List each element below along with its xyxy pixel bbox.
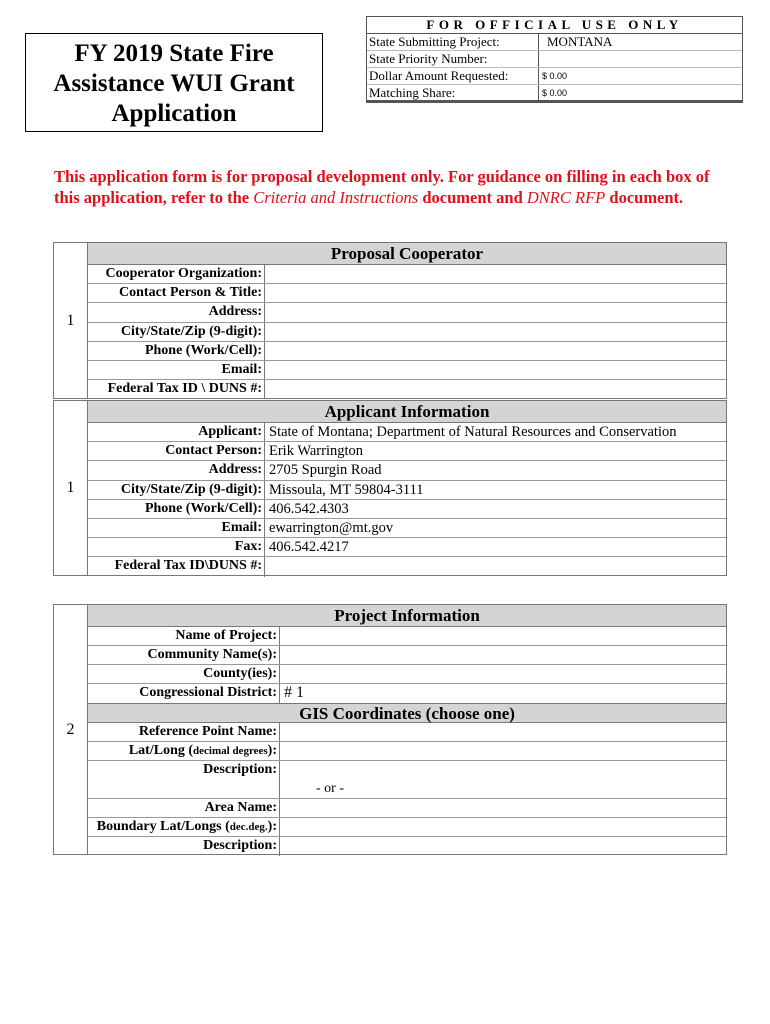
label-text: Boundary Lat/Longs ( bbox=[96, 819, 230, 834]
cooperator-field[interactable] bbox=[265, 284, 726, 302]
gis-label bbox=[88, 742, 280, 760]
cooperator-row bbox=[88, 380, 726, 399]
project-field[interactable]: # 1 bbox=[284, 684, 304, 701]
applicant-row bbox=[88, 538, 726, 557]
state-submitting-field[interactable]: MONTANA bbox=[547, 34, 613, 49]
cooperator-row bbox=[88, 323, 726, 342]
official-row-amount bbox=[367, 68, 742, 85]
project-row bbox=[88, 627, 726, 646]
cooperator-field[interactable] bbox=[265, 342, 726, 360]
gis-field[interactable] bbox=[280, 723, 726, 741]
cooperator-label: Phone (Work/Cell): bbox=[88, 342, 265, 360]
rfp-reference: DNRC RFP bbox=[526, 188, 606, 207]
priority-number-field[interactable] bbox=[539, 51, 742, 67]
gis-row bbox=[88, 723, 726, 742]
area-row bbox=[88, 818, 726, 837]
label-text: Lat/Long ( bbox=[128, 743, 194, 758]
cooperator-field[interactable] bbox=[265, 265, 726, 283]
official-row-match bbox=[367, 85, 742, 102]
cooperator-row bbox=[88, 361, 726, 380]
applicant-row bbox=[88, 519, 726, 538]
area-row bbox=[88, 837, 726, 856]
applicant-field[interactable]: State of Montana; Department of Natural Resources and Conservation bbox=[269, 424, 677, 440]
instructions-part: document and bbox=[418, 188, 527, 207]
applicant-heading: Applicant Information bbox=[88, 401, 726, 423]
applicant-field[interactable]: 406.542.4303 bbox=[269, 500, 349, 517]
dollar-amount-field[interactable]: $ 0.00 bbox=[542, 71, 568, 81]
project-row bbox=[88, 684, 726, 703]
gis-field[interactable] bbox=[280, 742, 726, 760]
applicant-row bbox=[88, 557, 726, 576]
instructions-part: This application form is for proposal development only. For guidance on filling in each box of this application, refer to the bbox=[54, 167, 710, 207]
label-unit: decimal degrees bbox=[193, 745, 268, 757]
official-use-header: FOR OFFICIAL USE ONLY bbox=[367, 17, 742, 34]
cooperator-field[interactable] bbox=[265, 303, 726, 321]
area-label: Description: bbox=[88, 837, 280, 856]
instructions-part: document. bbox=[605, 188, 684, 207]
applicant-row bbox=[88, 442, 726, 461]
empty-label bbox=[88, 780, 280, 798]
area-field[interactable] bbox=[280, 818, 726, 836]
cooperator-row bbox=[88, 284, 726, 303]
cooperator-field[interactable] bbox=[265, 323, 726, 341]
label-text: ): bbox=[267, 743, 277, 758]
gis-heading: GIS Coordinates (choose one) bbox=[88, 703, 726, 723]
project-row bbox=[88, 646, 726, 665]
cooperator-label: Email: bbox=[88, 361, 265, 379]
project-section bbox=[53, 604, 727, 855]
cooperator-heading: Proposal Cooperator bbox=[88, 243, 726, 265]
gis-field[interactable] bbox=[280, 761, 726, 780]
applicant-field[interactable]: ewarrington@mt.gov bbox=[269, 519, 394, 536]
official-label: Dollar Amount Requested: bbox=[367, 68, 539, 84]
applicant-field[interactable] bbox=[265, 557, 726, 576]
form-title bbox=[25, 33, 323, 132]
applicant-row bbox=[88, 461, 726, 480]
applicant-row bbox=[88, 481, 726, 500]
official-label: State Submitting Project: bbox=[367, 34, 539, 50]
project-row bbox=[88, 665, 726, 684]
applicant-label: Phone (Work/Cell): bbox=[88, 500, 265, 518]
matching-share-field[interactable]: $ 0.00 bbox=[542, 88, 568, 98]
cooperator-label: Address: bbox=[88, 303, 265, 321]
gis-row bbox=[88, 742, 726, 761]
gis-label: Reference Point Name: bbox=[88, 723, 280, 741]
cooperator-field[interactable] bbox=[265, 361, 726, 379]
applicant-field[interactable]: 2705 Spurgin Road bbox=[269, 462, 382, 479]
applicant-row bbox=[88, 423, 726, 442]
section-number: 1 bbox=[54, 401, 88, 575]
area-row bbox=[88, 799, 726, 818]
applicant-label: Address: bbox=[88, 461, 265, 479]
cooperator-field[interactable] bbox=[265, 380, 726, 399]
cooperator-row bbox=[88, 265, 726, 284]
applicant-label: Contact Person: bbox=[88, 442, 265, 460]
gis-row bbox=[88, 761, 726, 780]
applicant-row bbox=[88, 500, 726, 519]
gis-label: Description: bbox=[88, 761, 280, 780]
official-label: Matching Share: bbox=[367, 85, 539, 100]
criteria-reference: Criteria and Instructions bbox=[253, 188, 419, 207]
title-line-2: Assistance WUI Grant bbox=[53, 70, 295, 97]
or-row bbox=[88, 780, 726, 799]
official-use-box bbox=[366, 16, 743, 103]
applicant-label: Fax: bbox=[88, 538, 265, 556]
applicant-label: Applicant: bbox=[88, 423, 265, 441]
cooperator-row bbox=[88, 303, 726, 322]
project-field[interactable] bbox=[280, 646, 726, 664]
section-number: 1 bbox=[54, 243, 88, 398]
applicant-label: Email: bbox=[88, 519, 265, 537]
area-field[interactable] bbox=[280, 799, 726, 817]
area-field[interactable] bbox=[280, 837, 726, 856]
project-label: Community Name(s): bbox=[88, 646, 280, 664]
label-unit: dec.deg. bbox=[229, 821, 268, 833]
cooperator-row bbox=[88, 342, 726, 361]
applicant-label: City/State/Zip (9-digit): bbox=[88, 481, 265, 499]
cooperator-label: City/State/Zip (9-digit): bbox=[88, 323, 265, 341]
or-separator: - or - bbox=[316, 781, 344, 796]
project-label: Congressional District: bbox=[88, 684, 280, 703]
project-field[interactable] bbox=[280, 627, 726, 645]
instructions-text bbox=[54, 166, 734, 208]
official-row-priority bbox=[367, 51, 742, 68]
project-label: Name of Project: bbox=[88, 627, 280, 645]
official-row-state bbox=[367, 34, 742, 51]
applicant-field[interactable]: 406.542.4217 bbox=[269, 539, 349, 556]
official-label: State Priority Number: bbox=[367, 51, 539, 67]
project-heading: Project Information bbox=[88, 605, 726, 627]
label-text: ): bbox=[267, 819, 277, 834]
cooperator-label: Federal Tax ID \ DUNS #: bbox=[88, 380, 265, 399]
area-label bbox=[88, 818, 280, 836]
applicant-section bbox=[53, 400, 727, 576]
title-line-1: FY 2019 State Fire bbox=[74, 40, 274, 67]
project-label: County(ies): bbox=[88, 665, 280, 683]
cooperator-label: Cooperator Organization: bbox=[88, 265, 265, 283]
title-line-3: Application bbox=[111, 100, 237, 127]
cooperator-section bbox=[53, 242, 727, 399]
cooperator-label: Contact Person & Title: bbox=[88, 284, 265, 302]
project-field[interactable] bbox=[280, 665, 726, 683]
applicant-label: Federal Tax ID\DUNS #: bbox=[88, 557, 265, 576]
section-number: 2 bbox=[54, 605, 88, 854]
area-label: Area Name: bbox=[88, 799, 280, 817]
applicant-field[interactable]: Erik Warrington bbox=[269, 443, 364, 460]
applicant-field[interactable]: Missoula, MT 59804-3111 bbox=[269, 481, 424, 498]
